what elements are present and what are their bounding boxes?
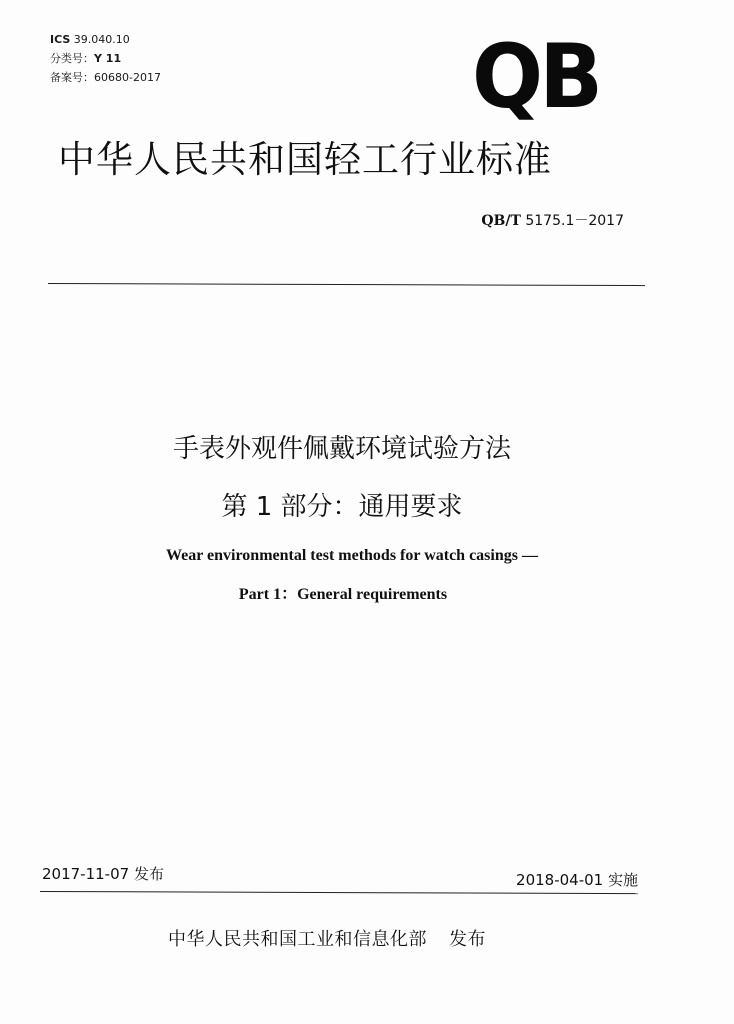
record-value: 60680-2017 — [94, 71, 161, 84]
issuer-name: 中华人民共和国工业和信息化部 — [168, 929, 427, 950]
standard-code: QB/T — [481, 213, 521, 229]
chinese-title-line-1: 手表外观件佩戴环境试验方法 — [172, 434, 511, 464]
standard-number — [481, 210, 624, 230]
issuing-authority — [168, 925, 486, 951]
qb-logo: QB — [472, 25, 600, 128]
classification-label: 分类号： — [50, 52, 94, 65]
ics-label: ICS — [50, 33, 71, 46]
classification-value: Y 11 — [94, 52, 122, 65]
document-metadata — [50, 30, 161, 87]
chinese-title-line-2: 第 1 部分：通用要求 — [221, 492, 463, 522]
record-label: 备案号： — [50, 71, 94, 84]
header-divider — [48, 283, 645, 286]
footer-divider — [40, 891, 638, 894]
ics-row — [50, 30, 161, 49]
standard-number-value: 5175.1－2017 — [520, 213, 624, 229]
issuer-action: 发布 — [449, 929, 486, 950]
ics-value: 39.040.10 — [73, 33, 130, 46]
classification-row — [50, 49, 161, 68]
issue-date: 2017-11-07 发布 — [42, 865, 164, 883]
english-title-line-2: Part 1：General requirements — [238, 586, 448, 603]
record-row — [50, 68, 161, 87]
english-title-line-1: Wear environmental test methods for watch casings — — [166, 547, 538, 564]
industry-standard-title: 中华人民共和国轻工行业标准 — [58, 138, 552, 181]
implementation-date: 2018-04-01 实施 — [516, 871, 638, 889]
